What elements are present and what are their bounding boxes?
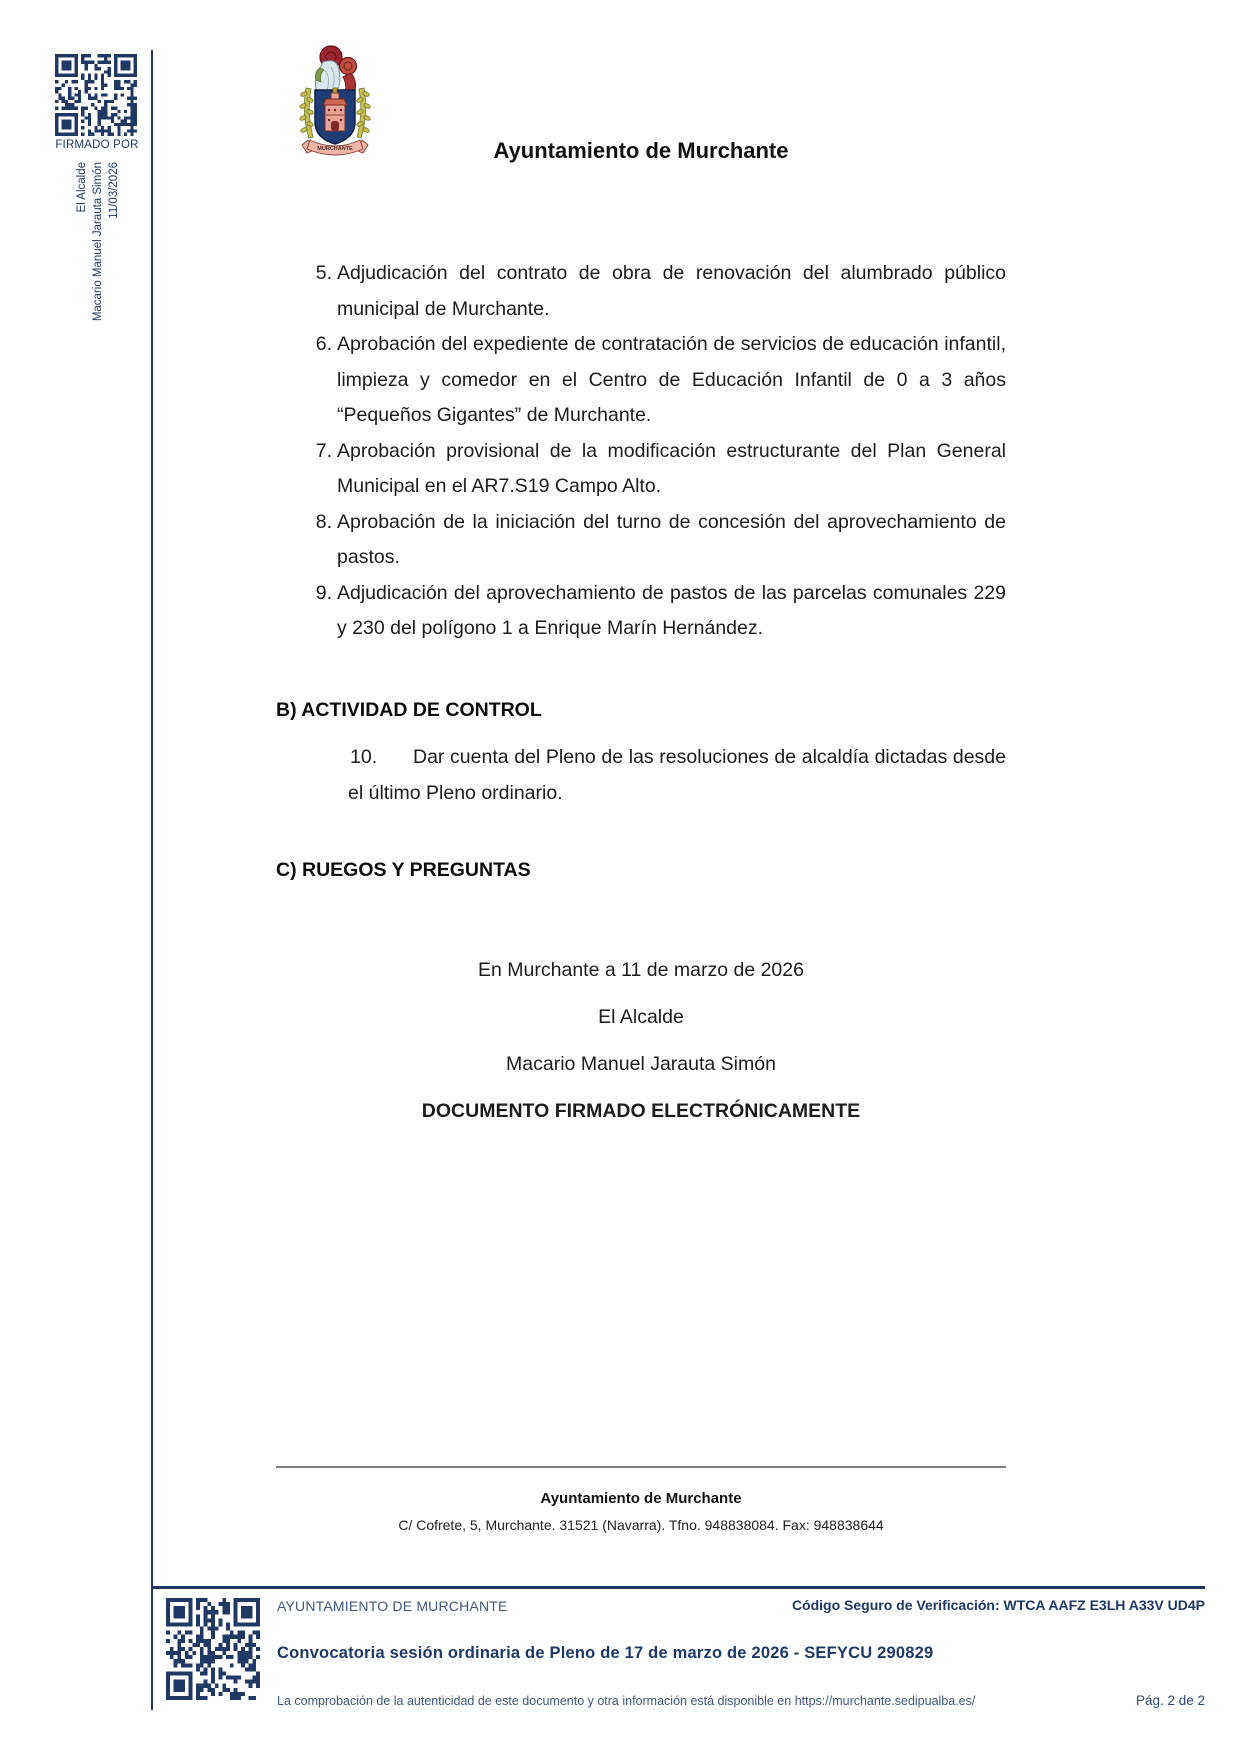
electronic-signature-note: DOCUMENTO FIRMADO ELECTRÓNICAMENTE bbox=[421, 1099, 861, 1122]
agenda-item-text: Aprobación del expediente de contratación de servicios de educación infantil, limpieza y comedor en el Centro de Educación Infantil de 0 a 3 años “Pequeños Gigantes” de Murchante. bbox=[337, 333, 1006, 426]
footer-divider-line bbox=[276, 1466, 1006, 1468]
agenda-item-text: Aprobación de la iniciación del turno de concesión del aprovechamiento de pastos. bbox=[337, 510, 1006, 568]
footer-address: C/ Cofrete, 5, Murchante. 31521 (Navarra). Tfno. 948838084. Fax: 948838644 bbox=[398, 1517, 884, 1533]
signed-by-label: FIRMADO POR bbox=[55, 139, 139, 151]
footer-org-name: Ayuntamiento de Murchante bbox=[540, 1490, 742, 1507]
agenda-item-9 bbox=[276, 576, 1006, 647]
closing-place-date: En Murchante a 11 de marzo de 2026 bbox=[478, 958, 804, 981]
section-heading-b: B) ACTIVIDAD DE CONTROL bbox=[276, 699, 542, 721]
signer-name: Macario Manuel Jarauta Simón bbox=[92, 162, 104, 322]
agenda-item-10 bbox=[276, 740, 1006, 811]
agenda-item-number: 10. bbox=[350, 746, 378, 768]
agenda-item-text: Adjudicación del aprovechamiento de pastos de las parcelas comunales 229 y 230 del polígono 1 a Enrique Marín Hernández. bbox=[337, 581, 1006, 639]
closing-signer-role: El Alcalde bbox=[598, 1005, 684, 1028]
agenda-item-6 bbox=[276, 327, 1006, 434]
svg-text:MURCHANTE: MURCHANTE bbox=[317, 146, 353, 152]
closing-signer-name: Macario Manuel Jarauta Simón bbox=[506, 1052, 776, 1075]
signature-details bbox=[74, 162, 124, 348]
page-indicator: Pág. 2 de 2 bbox=[1135, 1693, 1205, 1708]
sidebar-divider-line bbox=[151, 50, 153, 1710]
signature-qr-code-icon bbox=[55, 54, 137, 136]
agenda-item-number: 8. bbox=[315, 510, 332, 533]
sign-date: 11/03/2026 bbox=[108, 162, 120, 219]
verification-qr-code-icon bbox=[166, 1598, 260, 1700]
agenda-item-5 bbox=[276, 256, 1006, 327]
agenda-item-8 bbox=[276, 505, 1006, 576]
secure-verification-code: Código Seguro de Verificación: WTCA AAFZ E3LH A33V UD4P bbox=[791, 1597, 1205, 1613]
agenda-item-number: 6. bbox=[315, 333, 332, 355]
verification-check-note: La comprobación de la autenticidad de este documento y otra información está disponible en https://murchante.sedipualba.es/ bbox=[277, 1694, 976, 1708]
signer-role: El Alcalde bbox=[76, 162, 88, 213]
agenda-item-number: 9. bbox=[315, 581, 332, 604]
agenda-item-number: 7. bbox=[315, 439, 332, 462]
verification-bar-divider bbox=[151, 1586, 1205, 1589]
section-heading-c: C) RUEGOS Y PREGUNTAS bbox=[276, 858, 531, 881]
agenda-content bbox=[276, 256, 1006, 1129]
verification-org-label: AYUNTAMIENTO DE MURCHANTE bbox=[277, 1598, 508, 1614]
agenda-item-number: 5. bbox=[315, 262, 332, 284]
agenda-item-7 bbox=[276, 434, 1006, 505]
verification-doc-title: Convocatoria sesión ordinaria de Pleno de 17 de marzo de 2026 - SEFYCU 290829 bbox=[277, 1644, 934, 1662]
agenda-item-text: Dar cuenta del Pleno de las resoluciones de alcaldía dictadas desde el último Pleno ordinario. bbox=[348, 746, 1006, 804]
agenda-item-text: Aprobación provisional de la modificación estructurante del Plan General Municipal en el AR7.S19 Campo Alto. bbox=[337, 439, 1006, 497]
agenda-item-text: Adjudicación del contrato de obra de renovación del alumbrado público municipal de Murchante. bbox=[337, 262, 1006, 320]
page-title: Ayuntamiento de Murchante bbox=[493, 138, 789, 163]
